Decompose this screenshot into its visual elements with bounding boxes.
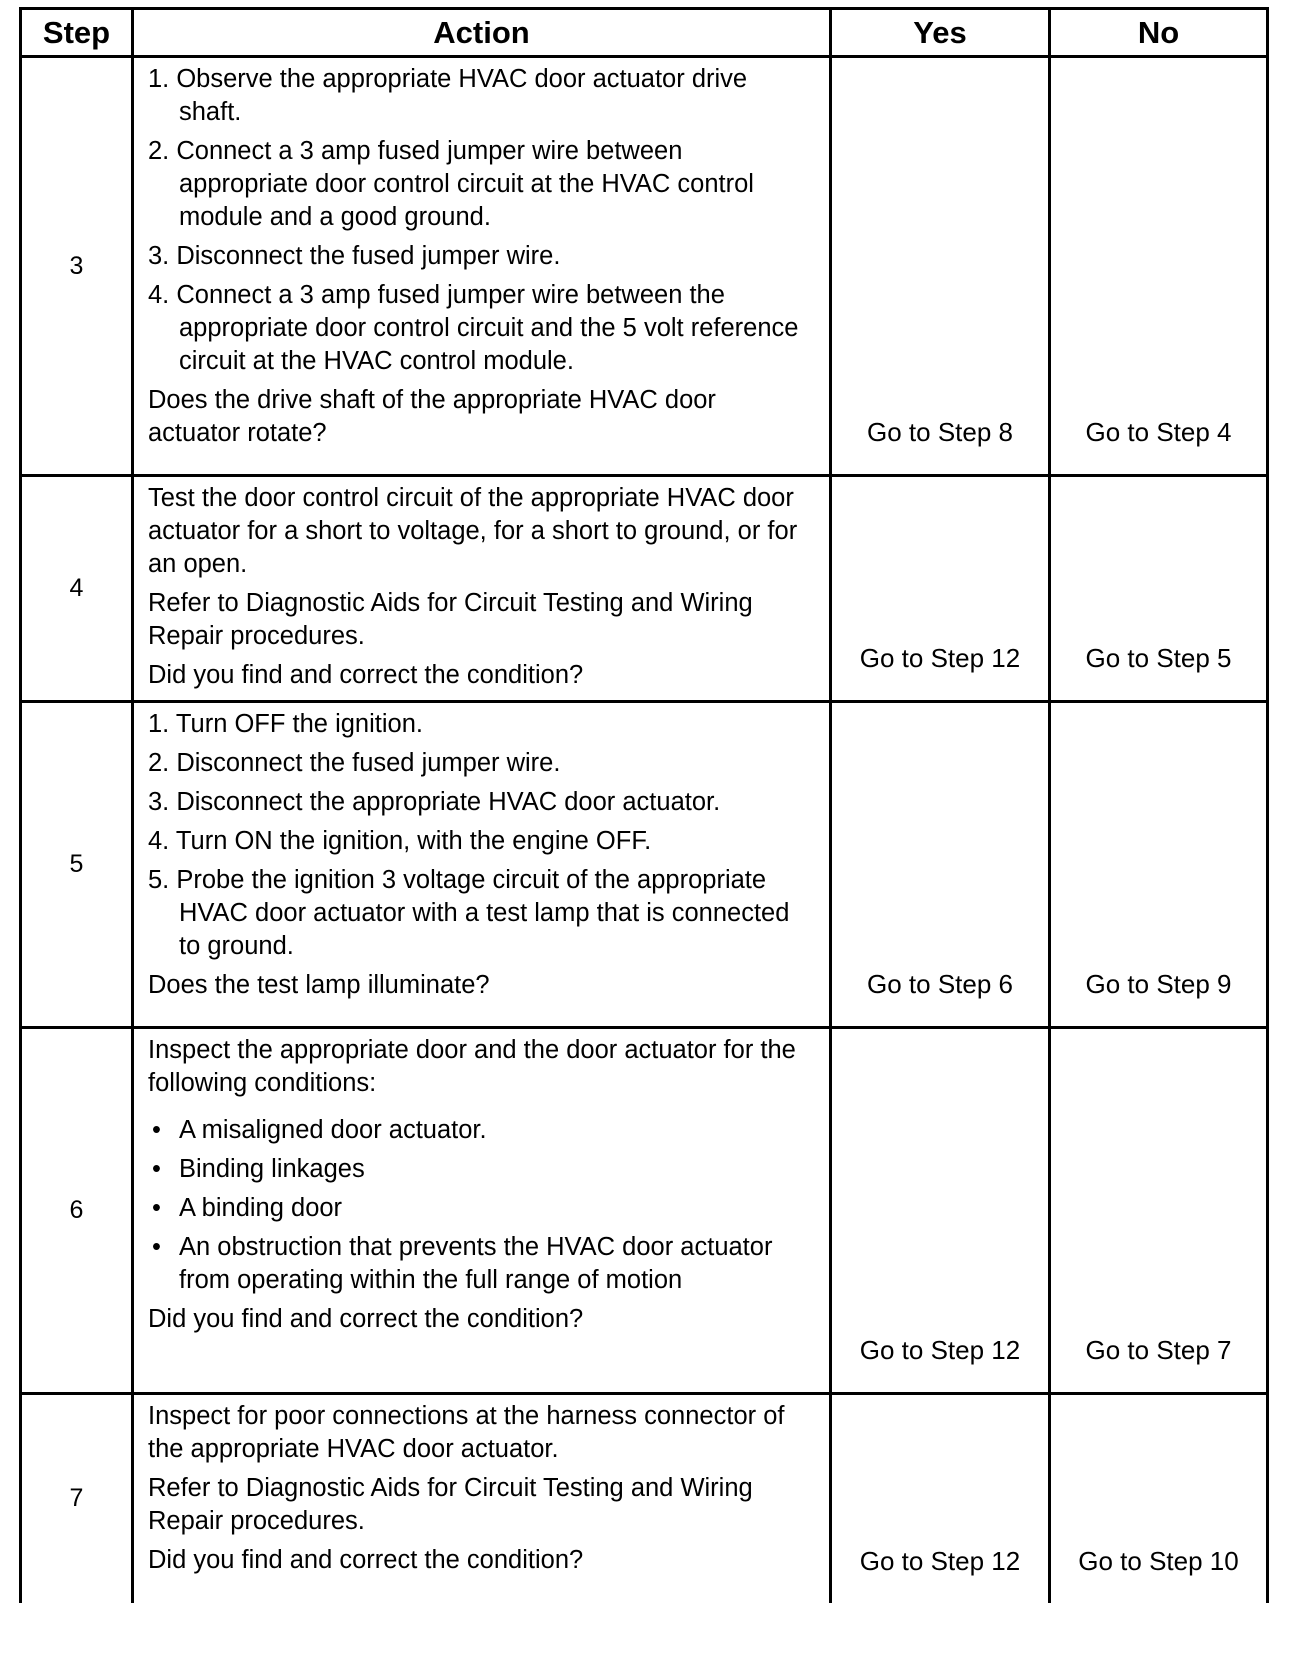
action-question: Did you find and correct the condition? bbox=[148, 661, 584, 689]
header-yes: Yes bbox=[831, 9, 1050, 57]
header-row bbox=[21, 9, 1268, 57]
action-step: 4. Turn ON the ignition, with the engine OFF. bbox=[148, 827, 652, 855]
action-question: Does the test lamp illuminate? bbox=[148, 971, 490, 999]
action-intro: Test the door control circuit of the appropriate HVAC door actuator for a short to voltage, for a short to ground, or for an open. bbox=[148, 484, 798, 578]
action-refer: Refer to Diagnostic Aids for Circuit Testing and Wiring Repair procedures. bbox=[148, 1474, 753, 1535]
action-question: Does the drive shaft of the appropriate HVAC door actuator rotate? bbox=[148, 386, 716, 447]
action-cell bbox=[133, 57, 831, 476]
action-step: 2. Disconnect the fused jumper wire. bbox=[148, 749, 561, 777]
yes-result: Go to Step 12 bbox=[831, 1028, 1050, 1394]
action-step: 5. Probe the ignition 3 voltage circuit of the appropriate HVAC door actuator with a test lamp that is connected to ground. bbox=[148, 866, 790, 960]
action-cell bbox=[133, 1028, 831, 1394]
condition-item: • A binding door bbox=[148, 1192, 815, 1225]
action-step: 2. Connect a 3 amp fused jumper wire between appropriate door control circuit at the HVAC control module and a good ground. bbox=[148, 137, 754, 231]
table-row bbox=[21, 1394, 1268, 1603]
table-row bbox=[21, 1028, 1268, 1394]
action-steps bbox=[148, 63, 815, 378]
action-intro: Inspect for poor connections at the harness connector of the appropriate HVAC door actuator. bbox=[148, 1402, 785, 1463]
step-number: 6 bbox=[21, 1028, 133, 1394]
action-question: Did you find and correct the condition? bbox=[148, 1305, 584, 1333]
action-steps bbox=[148, 708, 815, 963]
action-cell bbox=[133, 476, 831, 702]
yes-result: Go to Step 12 bbox=[831, 476, 1050, 702]
action-refer: Refer to Diagnostic Aids for Circuit Testing and Wiring Repair procedures. bbox=[148, 589, 753, 650]
action-step: 3. Disconnect the fused jumper wire. bbox=[148, 242, 561, 270]
condition-item: • An obstruction that prevents the HVAC door actuator from operating within the full range of motion bbox=[148, 1231, 815, 1297]
condition-item: • Binding linkages bbox=[148, 1153, 815, 1186]
action-step: 4. Connect a 3 amp fused jumper wire between the appropriate door control circuit and the 5 volt reference circuit at the HVAC control module. bbox=[148, 281, 799, 375]
step-number: 3 bbox=[21, 57, 133, 476]
step-number: 7 bbox=[21, 1394, 133, 1603]
action-cell bbox=[133, 1394, 831, 1603]
no-result: Go to Step 7 bbox=[1050, 1028, 1268, 1394]
header-action: Action bbox=[133, 9, 831, 57]
step-number: 5 bbox=[21, 702, 133, 1028]
yes-result: Go to Step 8 bbox=[831, 57, 1050, 476]
action-question: Did you find and correct the condition? bbox=[148, 1546, 584, 1574]
action-step: 1. Observe the appropriate HVAC door actuator drive shaft. bbox=[148, 65, 748, 126]
condition-item: • A misaligned door actuator. bbox=[148, 1114, 815, 1147]
action-step: 3. Disconnect the appropriate HVAC door actuator. bbox=[148, 788, 721, 816]
action-step: 1. Turn OFF the ignition. bbox=[148, 710, 423, 738]
action-cell bbox=[133, 702, 831, 1028]
step-number: 4 bbox=[21, 476, 133, 702]
yes-result: Go to Step 12 bbox=[831, 1394, 1050, 1603]
no-result: Go to Step 5 bbox=[1050, 476, 1268, 702]
no-result: Go to Step 4 bbox=[1050, 57, 1268, 476]
table-row bbox=[21, 476, 1268, 702]
yes-result: Go to Step 6 bbox=[831, 702, 1050, 1028]
action-intro: Inspect the appropriate door and the door actuator for the following conditions: bbox=[148, 1036, 796, 1097]
condition-list bbox=[148, 1114, 815, 1297]
table-row bbox=[21, 702, 1268, 1028]
table-row bbox=[21, 57, 1268, 476]
no-result: Go to Step 10 bbox=[1050, 1394, 1268, 1603]
diagnostic-table bbox=[19, 7, 1269, 1603]
header-step: Step bbox=[21, 9, 133, 57]
header-no: No bbox=[1050, 9, 1268, 57]
no-result: Go to Step 9 bbox=[1050, 702, 1268, 1028]
